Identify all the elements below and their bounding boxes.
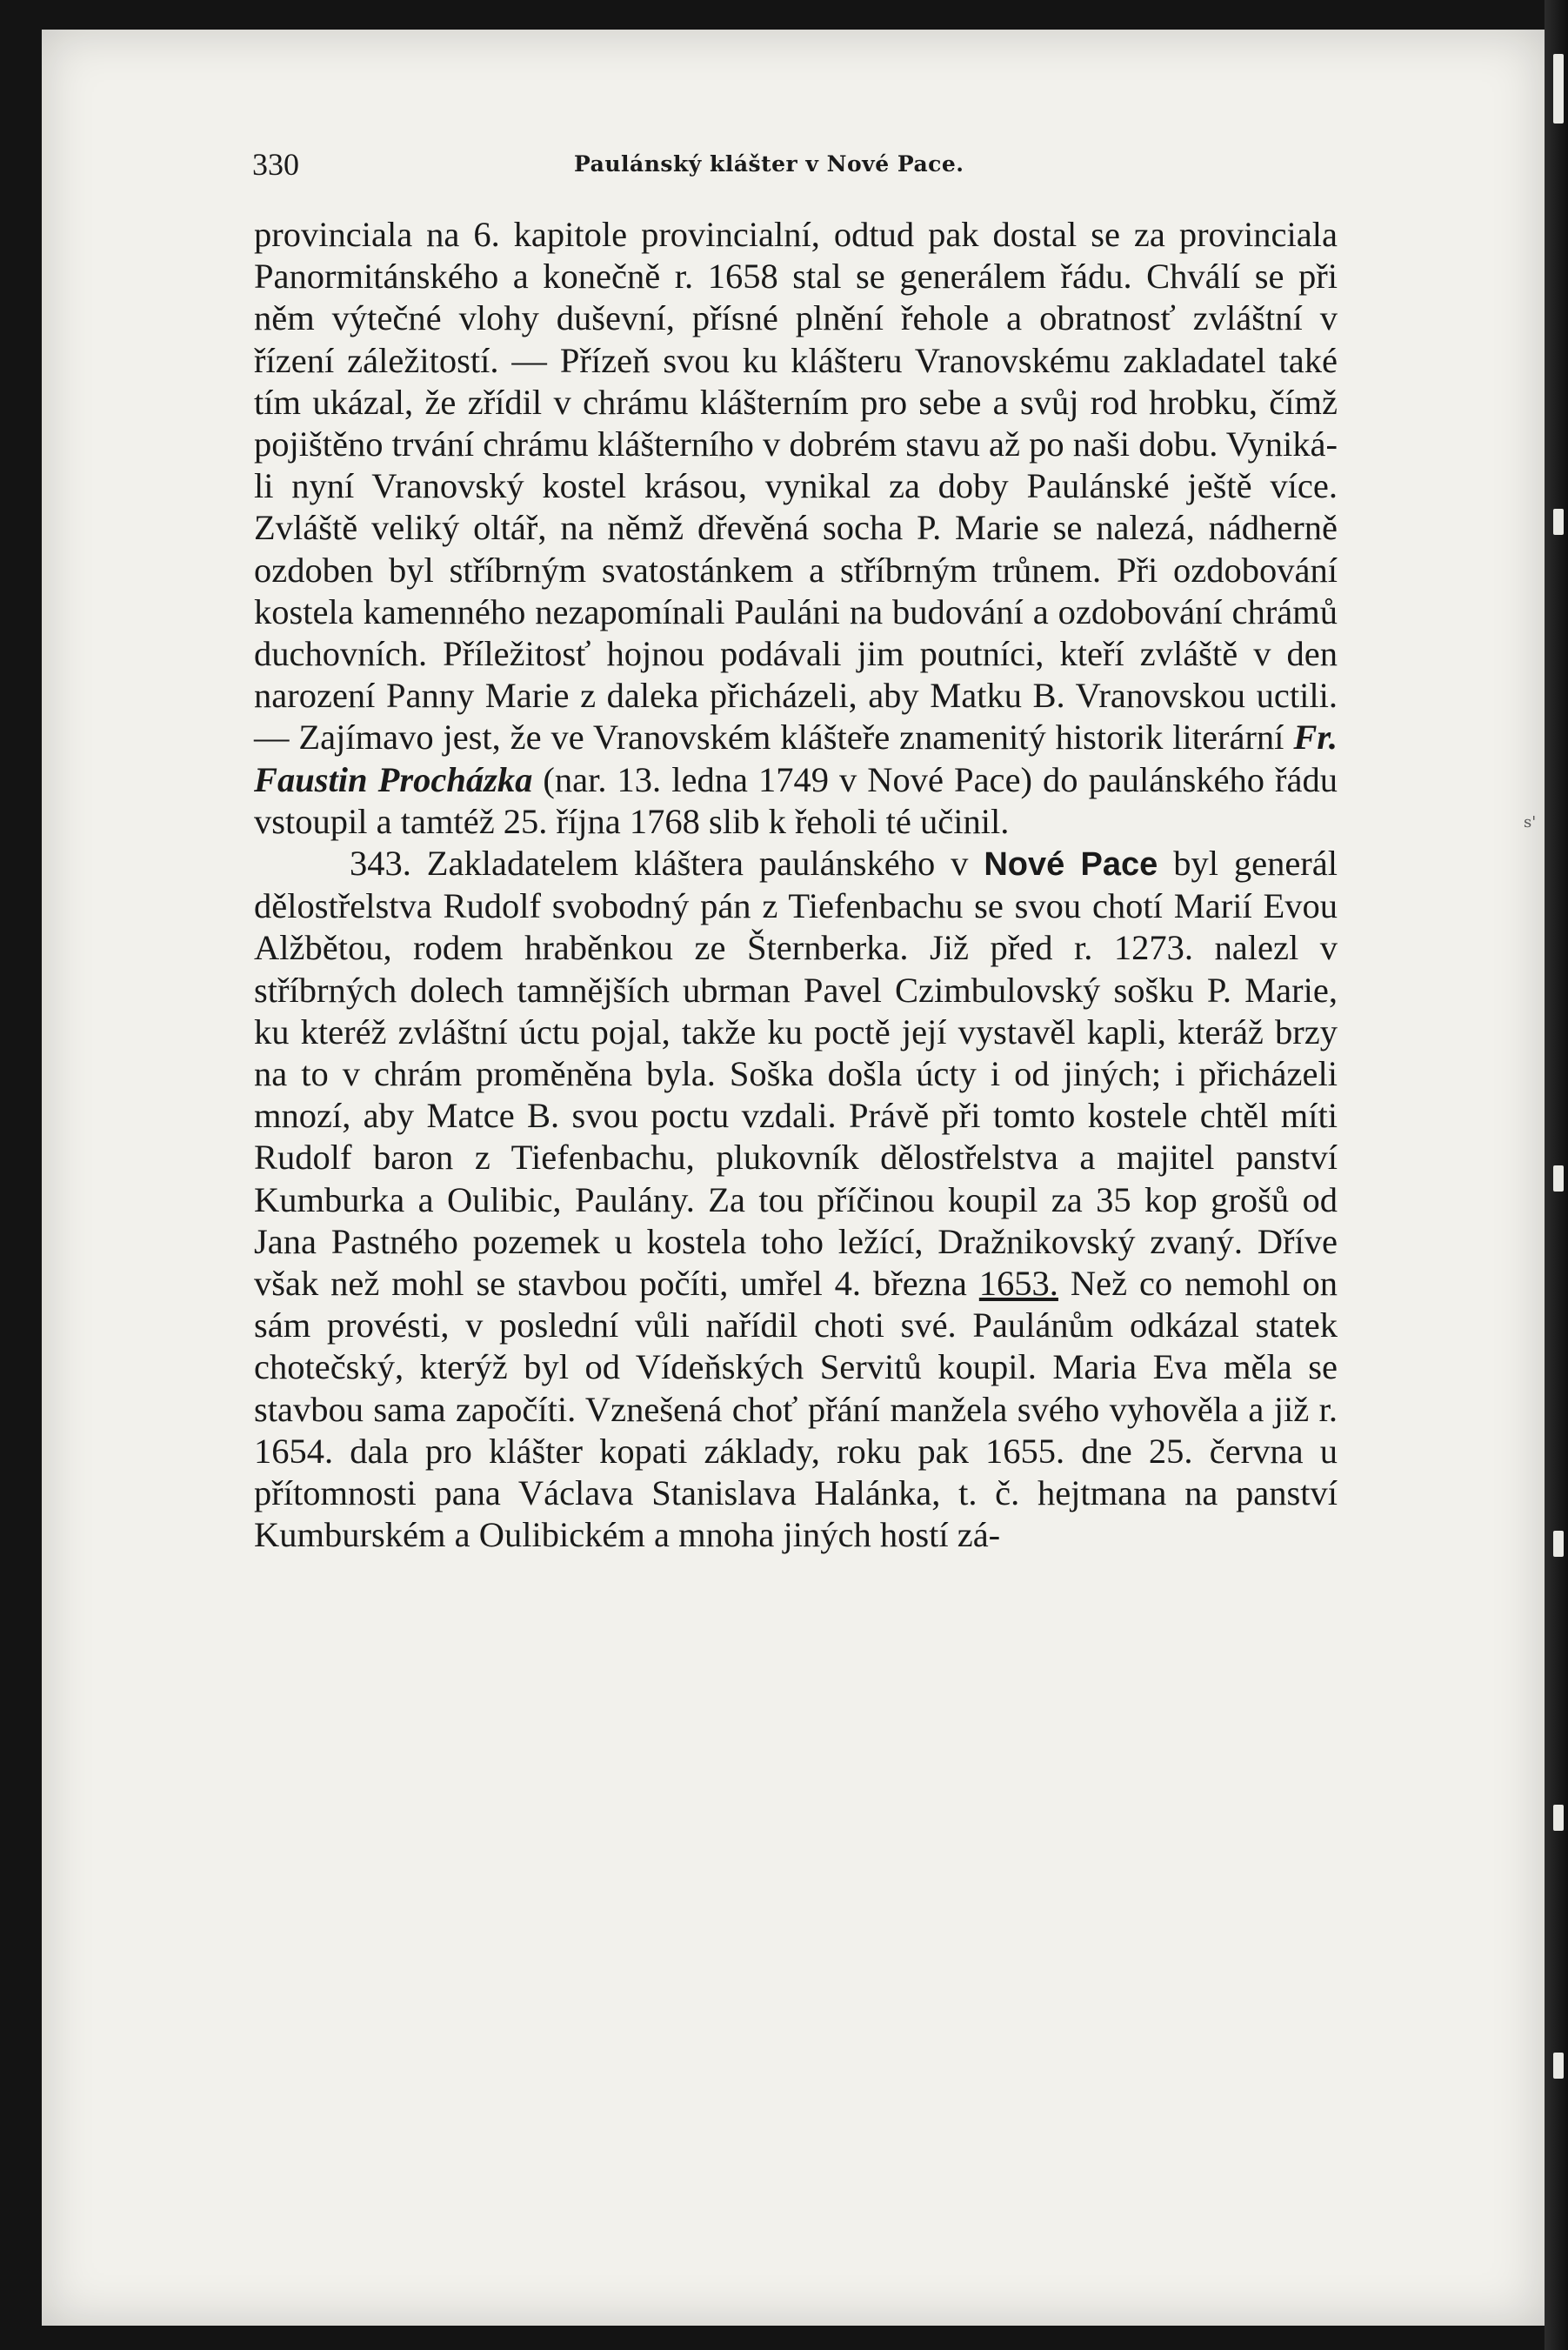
edge-tick (1553, 54, 1564, 124)
paragraph-continued (254, 214, 1338, 843)
page-number: 330 (252, 147, 299, 182)
edge-tick (1553, 1531, 1564, 1557)
underlined-year: 1653. (978, 1264, 1058, 1304)
paragraph-text: (nar. 13. ledna 1749 v Nové Pace) do paulánského řádu vstoupil a tamtéž 25. října 1768 slib k řeholi té učinil. (254, 759, 1338, 841)
paragraph-text: Než co nemohl on sám provésti, v poslední vůli nařídil choti své. Paulánům odkázal statek chotečský, kterýž byl od Vídeňských Servitů koupil. Maria Eva měla se stavbou sama započíti. Vznešená choť přání manžela svého vyhověla a již r. 1654. dala pro klášter kopati základy, roku pak 1655. dne 25. června u přítomnosti pana Václava Stanislava Halánka, t. č. hejtmana na panství Kumburském a Oulibickém a mnoha jiných hostí zá- (254, 1264, 1338, 1555)
margin-mark: s' (1524, 813, 1537, 831)
paragraph-text: provinciala na 6. kapitole provincialní, odtud pak dostal se za provinciala Panormitánského a konečně r. 1658 stal se generálem řádu. Chválí se při něm výtečné vlohy duševní, přísné plnění řehole a obratnosť zvláštní v řízení záležitostí. — Přízeň svou ku klášteru Vranovskému zakladatel také tím ukázal, že zřídil v chrámu klášterním pro sebe a svůj rod hrobku, čímž pojištěno trvání chrámu klášterního v dobrém stavu až po naši dobu. Vyniká-li nyní Vranovský kostel krásou, vynikal za doby Paulánské ještě více. Zvláště veliký oltář, na němž dřevěná socha P. Marie se nalezá, nádherně ozdoben byl stříbrným svatostánkem a stříbrným trůnem. Při ozdobování kostela kamenného nezapomínali Pauláni na budování a ozdobování chrámů duchovních. Příležitosť hojnou podávali jim poutníci, kteří zvláště v den narození Panny Marie z daleka přicházeli, aby Matku B. Vranovskou uctili. — Zajímavo jest, že ve Vranovském klášteře znamenitý historik literární (254, 215, 1338, 758)
running-title: Paulánský klášter v Nové Pace. (574, 151, 964, 177)
paragraph-text: 343. Zakladatelem kláštera paulánského v (350, 844, 984, 884)
edge-tick (1553, 1805, 1564, 1831)
paragraph-343 (254, 843, 1338, 1556)
italic-name: Fr. Faustin Procházka (254, 718, 1338, 799)
page-body (254, 214, 1338, 1557)
edge-tick (1553, 1165, 1564, 1192)
edge-tick (1553, 2053, 1564, 2079)
paragraph-text: byl generál dělostřelstva Rudolf svobodný pán z Tiefenbachu se svou chotí Marií Evou Alžbětou, rodem hraběnkou ze Šternberka. Již před r. 1273. nalezl v stříbrných dolech tamnějších ubrman Pavel Czimbulovský sošku P. Marie, ku kteréž zvláštní úctu pojal, takže ku poctě její vystavěl kapli, kteráž brzy na to v chrám proměněna byla. Soška došla úcty i od jiných; i přicházeli mnozí, aby Matce B. svou poctu vzdali. Právě při tomto kostele chtěl míti Rudolf baron z Tiefenbachu, plukovník dělostřelstva a majitel panství Kumburka a Oulibic, Paulány. Za tou příčinou koupil za 35 kop grošů od Jana Pastného pozemek u kostela toho ležící, Dražnikovský zvaný. Dříve však než mohl se stavbou počíti, umřel 4. března (254, 844, 1338, 1304)
page-header (252, 146, 1318, 190)
place-name-bold: Nové Pace (984, 846, 1158, 884)
edge-tick (1553, 509, 1564, 535)
